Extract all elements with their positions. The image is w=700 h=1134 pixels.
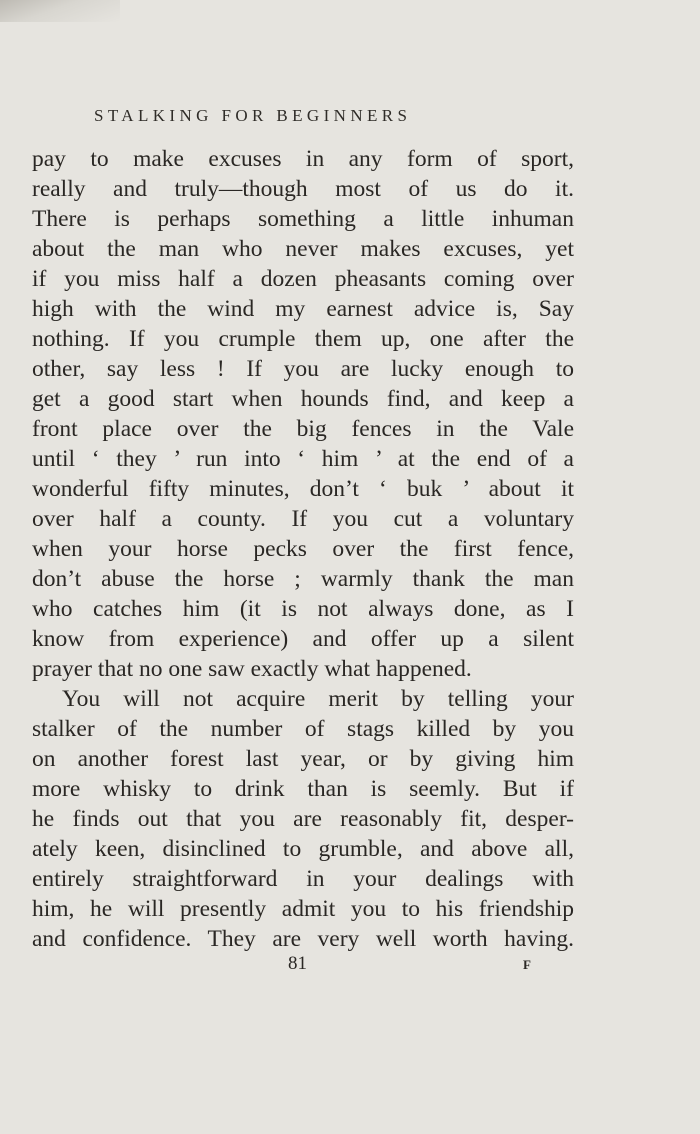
text-line: if you miss half a dozen pheasants coming over [32, 266, 574, 292]
text-line: don’t abuse the horse ; warmly thank the man [32, 566, 574, 592]
paragraph-start-line: You will not acquire merit by telling your [62, 686, 574, 712]
text-line: really and truly—though most of us do it. [32, 176, 574, 202]
text-line: more whisky to drink than is seemly. But if [32, 776, 574, 802]
page-number: 81 [288, 953, 307, 974]
body-text [32, 144, 574, 954]
page-corner-shadow [0, 0, 120, 22]
text-line: front place over the big fences in the Vale [32, 416, 574, 442]
text-line: him, he will presently admit you to his friendship [32, 896, 574, 922]
text-line: nothing. If you crumple them up, one after the [32, 326, 574, 352]
text-line: about the man who never makes excuses, yet [32, 236, 574, 262]
page-footer [32, 953, 574, 979]
text-line: on another forest last year, or by giving him [32, 746, 574, 772]
text-line: until ‘ they ’ run into ‘ him ’ at the end of a [32, 446, 574, 472]
text-line: over half a county. If you cut a voluntary [32, 506, 574, 532]
signature-mark: F [523, 957, 532, 972]
running-head: STALKING FOR BEGINNERS [94, 106, 412, 125]
text-line: There is perhaps something a little inhuman [32, 206, 574, 232]
text-line: entirely straightforward in your dealings with [32, 866, 574, 892]
text-line: get a good start when hounds find, and keep a [32, 386, 574, 412]
text-line: when your horse pecks over the first fence, [32, 536, 574, 562]
text-line: wonderful fifty minutes, don’t ‘ buk ’ about it [32, 476, 574, 502]
text-line: ately keen, disinclined to grumble, and above all, [32, 836, 574, 862]
text-line: and confidence. They are very well worth having. [32, 926, 574, 952]
text-line: know from experience) and offer up a silent [32, 626, 574, 652]
text-line: pay to make excuses in any form of sport, [32, 146, 574, 172]
text-line: other, say less ! If you are lucky enough to [32, 356, 574, 382]
text-line: who catches him (it is not always done, as I [32, 596, 574, 622]
text-line: high with the wind my earnest advice is, Say [32, 296, 574, 322]
paragraph-end-line: prayer that no one saw exactly what happened. [32, 656, 472, 682]
text-line: stalker of the number of stags killed by you [32, 716, 574, 742]
text-line: he finds out that you are reasonably fit, desper- [32, 806, 574, 832]
